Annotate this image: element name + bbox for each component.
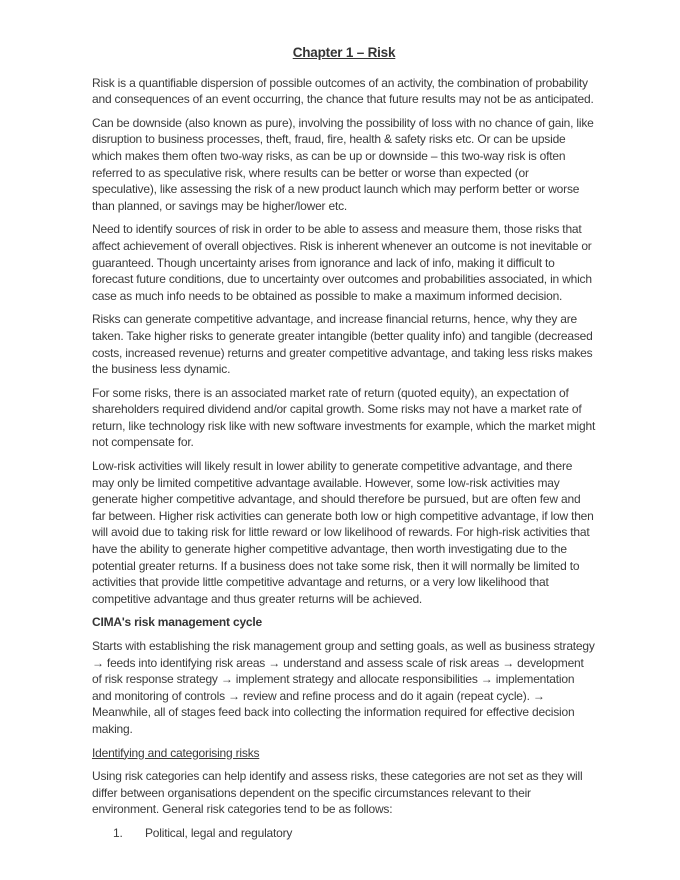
risk-categories-list — [92, 825, 596, 842]
paragraph-downside-upside-risk: Can be downside (also known as pure), involving the possibility of loss with no chance of gain, like disruption to business processes, theft, fraud, fire, health & safety risks etc. Or can be upside which makes them often two-way risks, as can be up or downside – this two-way risk is often referred to as speculative risk, where results can be better or worse than expected (or speculative), like assessing the risk of a new product launch which may perform better or worse than planned, or savings may be higher/lower etc. — [92, 115, 594, 213]
paragraph-low-vs-high-risk-activities: Low-risk activities will likely result in lower ability to generate competitive advantage, and there may only be limited competitive advantage available. However, some low-risk activities may generate higher competitive advantage, and should therefore be pursued, but are often few and far between. Higher risk activities can generate both low or high competitive advantage, if low then will avoid due to taking risk for little reward or low likelihood of rewards. For high-risk activities that have the ability to generate higher competitive advantage, then worth investigating due to the potential greater returns. If a business does not take some risk, then it will normally be limited to activities that provide little competitive advantage and returns, or a very low likelihood that competitive advantage and thus greater returns will be achieved. — [92, 459, 594, 606]
paragraph-risk-categories: Using risk categories can help identify and assess risks, these categories are not set as they will differ between organisations dependent on the specific circumstances relevant to their environment. General risk categories tend to be as follows: — [92, 769, 583, 817]
list-item-text: Political, legal and regulatory — [145, 825, 293, 840]
paragraph-risk-definition: Risk is a quantifiable dispersion of possible outcomes of an activity, the combination of probability and consequences of an event occurring, the chance that future results may not be as anticipated. — [92, 75, 594, 107]
heading-cima-risk-management-cycle: CIMA's risk management cycle — [92, 615, 262, 630]
paragraph-risk-management-cycle-flow: Starts with establishing the risk management group and setting goals, as well as business strategy → feeds into identifying risk areas → understand and assess scale of risk areas → development of risk response strategy → implement strategy and allocate responsibilities → implementation and monitoring of controls → review and refine process and do it again (repeat cycle). → Meanwhile, all of stages feed back into collecting the information required for effective decision making. — [92, 639, 595, 736]
list-item-number: 1. — [113, 825, 123, 840]
paragraph-competitive-advantage: Risks can generate competitive advantage, and increase financial returns, hence, why they are taken. Take higher risks to generate greater intangible (better quality info) and tangible (decreased costs, increased revenue) returns and greater competitive advantage, and taking less risks makes the business less dynamic. — [92, 312, 593, 377]
chapter-title: Chapter 1 – Risk — [292, 45, 396, 60]
paragraph-market-rate-of-return: For some risks, there is an associated market rate of return (quoted equity), an expectation of shareholders required dividend and/or capital growth. Some risks may not have a market rate of return, like technology risk like with new software investments for example, which the market might not compensate for. — [92, 385, 596, 450]
list-item — [92, 825, 596, 842]
paragraph-identify-sources: Need to identify sources of risk in order to be able to assess and measure them, those risks that affect achievement of overall objectives. Risk is inherent whenever an outcome is not inevitable or guaranteed. Though uncertainty arises from ignorance and lack of info, making it difficult to forecast future conditions, due to uncertainty over outcomes and probabilities associated, in which case as much info needs to be obtained as possible to make a maximum informed decision. — [92, 222, 592, 303]
heading-identifying-categorising-risks: Identifying and categorising risks — [92, 745, 260, 760]
